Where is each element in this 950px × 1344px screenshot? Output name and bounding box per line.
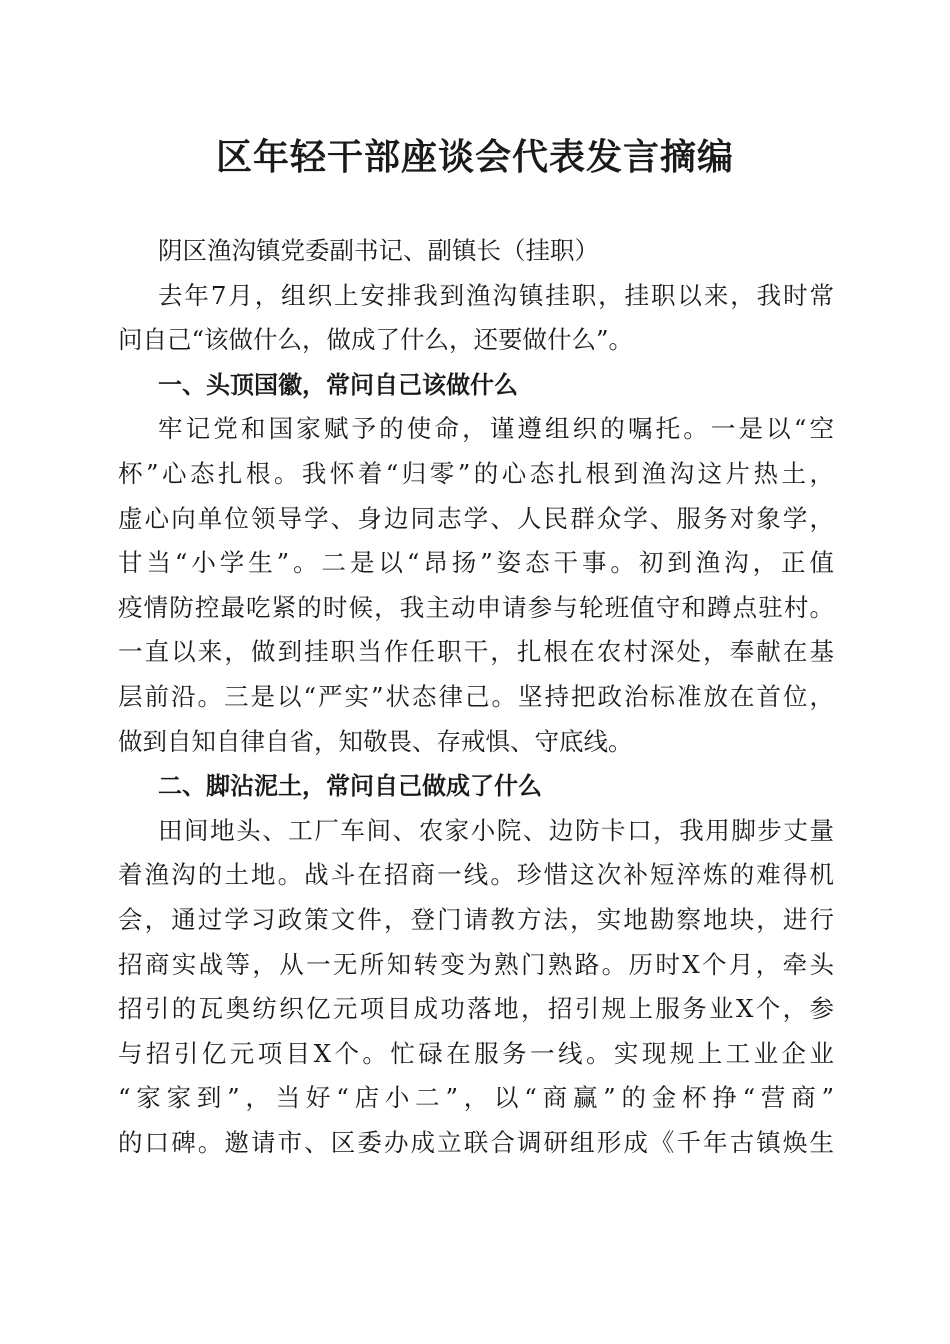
section1-line: 虚心向单位领导学、身边同志学、人民群众学、服务对象学， xyxy=(118,503,834,533)
section1-line: 一直以来，做到挂职当作任职干，扎根在农村深处，奉献在基 xyxy=(118,637,834,667)
section2-line: 着渔沟的土地。战斗在招商一线。珍惜这次补短淬炼的难得机 xyxy=(118,860,834,890)
section1-line: 甘当“小学生”。二是以“昂扬”姿态干事。初到渔沟，正值 xyxy=(118,548,834,578)
document-title: 区年轻干部座谈会代表发言摘编 xyxy=(215,136,734,178)
section-heading-2: 二、脚沾泥土，常问自己做成了什么 xyxy=(158,772,542,801)
section1-line: 疫情防控最吃紧的时候，我主动申请参与轮班值守和蹲点驻村。 xyxy=(118,592,834,622)
section2-line: 会，通过学习政策文件，登门请教方法，实地勘察地块，进行 xyxy=(118,904,834,934)
section2-line: 招商实战等，从一无所知转变为熟门熟路。历时X个月，牵头 xyxy=(118,949,834,979)
section2-line: 的口碑。邀请市、区委办成立联合调研组形成《千年古镇焕生 xyxy=(118,1127,834,1157)
document-body xyxy=(118,229,834,1165)
section1-line: 层前沿。三是以“严实”状态律己。坚持把政治标准放在首位， xyxy=(118,681,834,711)
section-heading-1: 一、头顶国徽，常问自己该做什么 xyxy=(158,370,518,399)
intro-line: 问自己“该做什么，做成了什么，还要做什么”。 xyxy=(118,325,634,355)
section2-line: 田间地头、工厂车间、农家小院、边防卡口，我用脚步丈量 xyxy=(158,815,834,845)
section1-line: 牢记党和国家赋予的使命，谨遵组织的嘱托。一是以“空 xyxy=(158,414,834,444)
section2-line: 招引的瓦奥纺织亿元项目成功落地，招引规上服务业X个，参 xyxy=(118,994,834,1024)
section1-line: 杯”心态扎根。我怀着“归零”的心态扎根到渔沟这片热土， xyxy=(118,458,834,488)
section2-line: 与招引亿元项目X个。忙碌在服务一线。实现规上工业企业 xyxy=(118,1038,834,1068)
section1-line: 做到自知自律自省，知敬畏、存戒惧、守底线。 xyxy=(118,726,633,756)
section2-line: “家家到”，当好“店小二”，以“商赢”的金杯挣“营商” xyxy=(118,1083,834,1113)
author-line: 阴区渔沟镇党委副书记、副镇长（挂职） xyxy=(158,236,599,265)
intro-line: 去年7月，组织上安排我到渔沟镇挂职，挂职以来，我时常 xyxy=(158,280,834,310)
